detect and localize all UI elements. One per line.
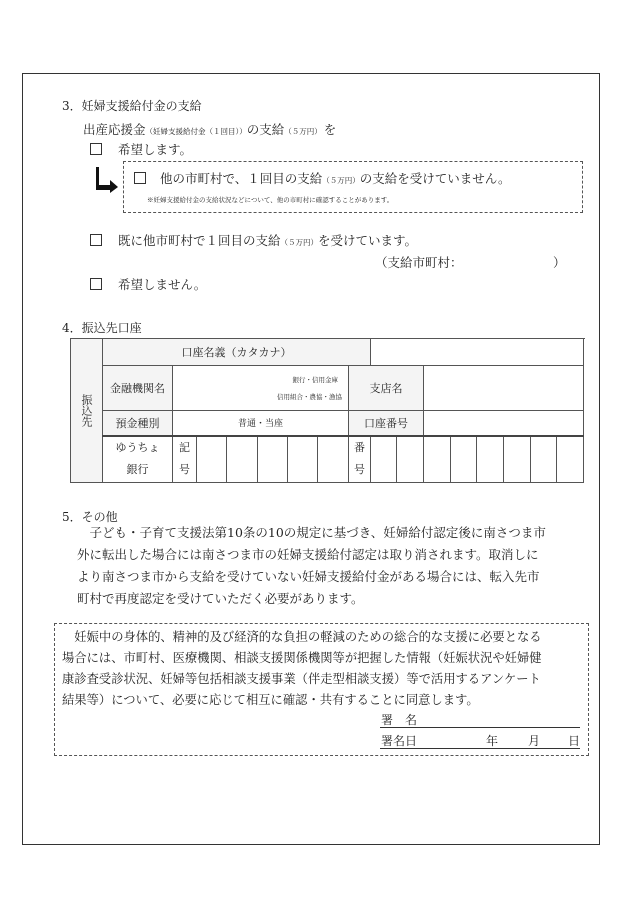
not-want-checkbox[interactable] xyxy=(90,278,102,290)
sub-option-pre: 他の市町村で、１回目の支給 xyxy=(160,171,323,186)
want-checkbox[interactable] xyxy=(90,143,102,155)
institution-types-2: 信用組合・農協・漁協 xyxy=(277,393,342,401)
bango-digit-4[interactable] xyxy=(451,436,477,483)
section5-line: より南さつま市から支給を受けていない妊婦支援給付金がある場合には、転入先市 xyxy=(77,569,540,584)
consent-line: 結果等）について、必要に応じて相互に確認・共有することに同意します。 xyxy=(62,693,479,707)
consent-line: 場合には、市町村、医療機関、相談支援関係機関等が把握した情報（妊娠状況や妊婦健 xyxy=(62,651,542,665)
kigo-digit-5[interactable] xyxy=(318,436,349,483)
municipality-input[interactable] xyxy=(460,252,550,268)
sub-option-not-received[interactable] xyxy=(134,169,511,187)
yucho-line-2: 銀行 xyxy=(126,463,149,477)
deposit-type-label: 預金種別 xyxy=(103,411,173,436)
option-want[interactable] xyxy=(90,140,192,158)
already-pre: 既に他市町村で１回目の支給 xyxy=(118,233,281,248)
section5-line: 外に転出した場合には南さつま市の妊婦支援給付認定は取り消されます。取消しに xyxy=(77,547,539,562)
institution-input[interactable] xyxy=(173,366,349,411)
kigo-digit-2[interactable] xyxy=(227,436,258,483)
institution-label: 金融機関名 xyxy=(103,366,173,411)
bango-label xyxy=(349,436,371,483)
kigo-digit-3[interactable] xyxy=(258,436,288,483)
account-number-label: 口座番号 xyxy=(349,411,424,436)
kigo-digit-1[interactable] xyxy=(197,436,227,483)
intro-small: （妊婦支援給付金（１回目）） xyxy=(145,127,247,136)
option-already-received[interactable] xyxy=(90,231,417,249)
not-received-checkbox[interactable] xyxy=(134,172,146,184)
signature-field[interactable] xyxy=(380,714,580,728)
intro-main: 出産応援金 xyxy=(83,122,146,137)
deposit-type-options[interactable]: 普通・当座 xyxy=(173,411,349,436)
already-amount: （５万円） xyxy=(280,238,319,247)
bango-digit-3[interactable] xyxy=(424,436,451,483)
branch-input[interactable] xyxy=(424,366,584,411)
bango-line-1: 番 xyxy=(354,441,365,455)
intro-end: を xyxy=(323,122,337,137)
want-label: 希望します。 xyxy=(118,142,193,157)
arrow-down-right-icon xyxy=(96,165,120,193)
bango-digit-6[interactable] xyxy=(504,436,531,483)
month-label: 月 xyxy=(528,734,541,748)
signature-label: 署 名 xyxy=(381,713,418,727)
sub-option-amount: （５万円） xyxy=(322,176,360,185)
consent-body xyxy=(62,627,542,711)
yucho-line-1: ゆうちょ xyxy=(115,441,160,455)
year-label: 年 xyxy=(486,734,499,748)
yucho-label xyxy=(103,436,173,483)
consent-line: 妊娠中の身体的、精神的及び経済的な負担の軽減のための総合的な支援に必要となる xyxy=(62,630,542,644)
day-label: 日 xyxy=(568,734,581,748)
section5-line: 子ども・子育て支援法第10条の10の規定に基づき、妊婦給付認定後に南さつま市 xyxy=(77,525,546,540)
date-label: 署名日 xyxy=(381,734,418,748)
kigo-line-2: 号 xyxy=(179,463,190,477)
side-label: 振込先 xyxy=(80,394,93,427)
bango-digit-2[interactable] xyxy=(397,436,424,483)
sub-option-note: ※妊婦支援給付金の支給状況などについて、他の市町村に確認することがあります。 xyxy=(147,196,394,204)
branch-label: 支店名 xyxy=(349,366,424,411)
option-not-want[interactable] xyxy=(90,275,206,293)
account-holder-label: 口座名義（カタカナ） xyxy=(103,339,371,366)
section3-intro xyxy=(83,119,336,138)
intro-amount: （５万円） xyxy=(284,127,322,136)
institution-types-1: 銀行・信用金庫 xyxy=(292,376,338,384)
not-want-label: 希望しません。 xyxy=(118,277,207,292)
signature-date-field[interactable] xyxy=(380,735,580,749)
bango-digit-8[interactable] xyxy=(557,436,584,483)
already-post: を受けています。 xyxy=(318,233,418,248)
bango-digit-7[interactable] xyxy=(531,436,557,483)
kigo-digit-4[interactable] xyxy=(288,436,318,483)
consent-line: 康診査受診状況、妊婦等包括相談支援事業（伴走型相談支援）等で活用するアンケート xyxy=(62,672,541,686)
section4-heading: 4．振込先口座 xyxy=(62,321,142,335)
kigo-label xyxy=(173,436,197,483)
bango-digit-1[interactable] xyxy=(371,436,397,483)
account-number-input[interactable] xyxy=(424,411,584,436)
bango-digit-5[interactable] xyxy=(477,436,504,483)
section3-heading: 3．妊婦支援給付金の支給 xyxy=(62,99,202,113)
account-holder-input[interactable] xyxy=(371,339,584,366)
bank-account-table xyxy=(70,338,584,483)
intro-mid: の支給 xyxy=(246,122,285,137)
sub-option-post: の支給を受けていません。 xyxy=(359,171,511,186)
side-label-cell xyxy=(71,339,103,483)
section5-heading: 5．その他 xyxy=(62,510,118,524)
municipality-label: （支給市町村： xyxy=(375,255,463,270)
municipality-close: ） xyxy=(553,255,566,270)
section5-body xyxy=(77,522,546,610)
already-checkbox[interactable] xyxy=(90,234,102,246)
bango-line-2: 号 xyxy=(354,463,365,477)
kigo-line-1: 記 xyxy=(179,441,190,455)
section5-line: 町村で再度認定を受けていただく必要があります。 xyxy=(77,591,364,606)
